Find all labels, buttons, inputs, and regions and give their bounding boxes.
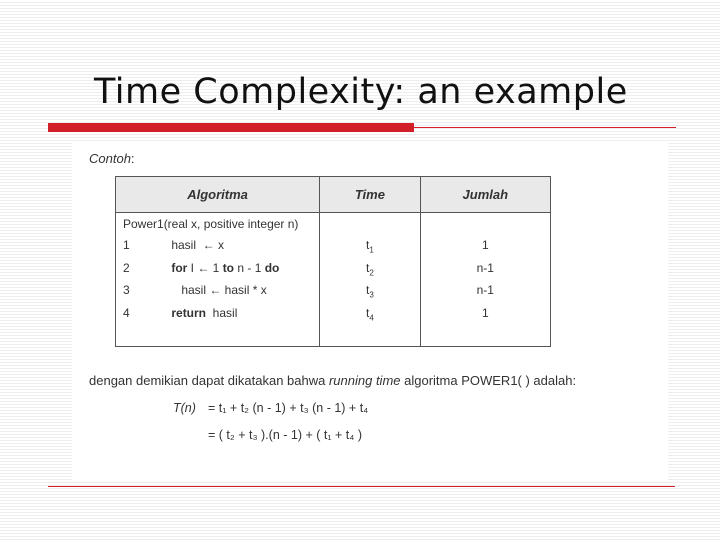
jumlah-cell xyxy=(420,213,550,325)
jumlah-column xyxy=(421,234,550,324)
time-column xyxy=(320,234,419,324)
line-number: 3 xyxy=(123,283,130,297)
time-value: $t_1$ xyxy=(365,238,374,255)
slide-title: Time Complexity: an example xyxy=(94,72,628,112)
jumlah-value: n-1 xyxy=(476,260,494,275)
code-line xyxy=(116,257,319,280)
line-number: 2 xyxy=(123,260,130,275)
conclusion-italic: running time xyxy=(328,373,401,388)
code-line xyxy=(116,279,319,302)
time-cell xyxy=(320,213,420,325)
line-number: 1 xyxy=(123,238,130,252)
algorithm-table xyxy=(115,176,551,347)
time-value: $t_2$ xyxy=(365,260,374,277)
time-value: $t_4$ xyxy=(365,305,374,322)
conclusion-text xyxy=(89,373,576,388)
code-text: hasil ← hasil * x xyxy=(158,283,267,297)
jumlah-value: n-1 xyxy=(476,283,494,297)
algorithm-cell xyxy=(116,213,320,325)
header-time: Time xyxy=(320,177,420,213)
procedure-signature: Power1(real x, positive integer n) xyxy=(123,217,299,231)
code-line xyxy=(116,234,319,257)
equation-line-1: = t₁ + t₂ (n - 1) + t₃ (n - 1) + t₄ xyxy=(208,401,369,415)
title-underline-thin xyxy=(414,127,676,128)
code-line xyxy=(116,302,319,325)
jumlah-value: 1 xyxy=(481,238,489,252)
code-text: for I ← 1 to n - 1 do xyxy=(171,260,280,275)
title-underline-thick xyxy=(48,123,414,132)
content-panel xyxy=(72,141,668,481)
equation-lhs: T(n) xyxy=(173,401,196,415)
conclusion-prefix: dengan demikian dapat dikatakan bahwa xyxy=(89,373,329,388)
equation-line-2: = ( t₂ + t₃ ).(n - 1) + ( t₁ + t₄ ) xyxy=(208,428,363,442)
bottom-rule xyxy=(48,486,675,487)
header-algoritma: Algoritma xyxy=(116,177,320,213)
conclusion-suffix: algoritma POWER1( ) adalah: xyxy=(400,373,577,388)
header-jumlah: Jumlah xyxy=(420,177,550,213)
jumlah-value: 1 xyxy=(481,305,489,320)
time-value: $t_3$ xyxy=(365,283,374,300)
caption-colon: : xyxy=(130,151,135,166)
caption xyxy=(89,151,135,166)
code-lines xyxy=(116,234,319,324)
code-text: return hasil xyxy=(171,305,238,320)
code-text: hasil ← x xyxy=(158,238,225,252)
caption-label: Contoh xyxy=(89,151,131,166)
line-number: 4 xyxy=(123,305,130,320)
